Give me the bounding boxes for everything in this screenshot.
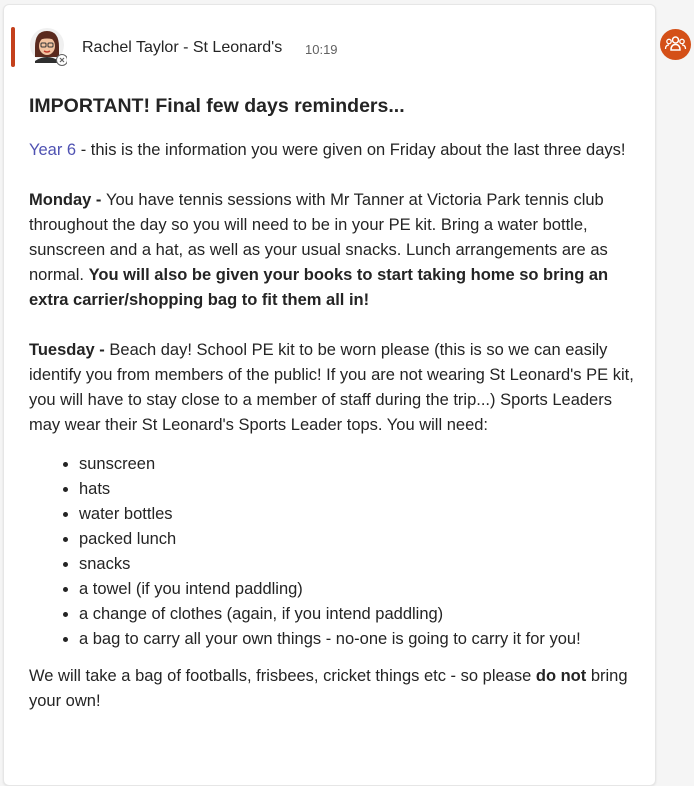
monday-paragraph xyxy=(29,188,647,313)
important-accent-bar xyxy=(11,27,15,67)
year6-mention-link[interactable]: Year 6 xyxy=(29,141,77,159)
list-item: • a change of clothes (again, if you intend paddling) xyxy=(79,602,647,627)
list-item: • sunscreen xyxy=(79,452,647,477)
list-item: • packed lunch xyxy=(79,527,647,552)
monday-label: Monday - xyxy=(29,191,106,209)
tuesday-text: Beach day! School PE kit to be worn please (this is so we can easily identify you from members of the public! If you are not wearing St Leonard's PE kit, you will have to stay close to a member of staff during the trip...) Sports Leaders may wear their St Leonard's Sports Leader tops. You will need: xyxy=(29,341,634,434)
list-item: • a towel (if you intend paddling) xyxy=(79,577,647,602)
items-list xyxy=(29,452,647,652)
monday-bold-text: You will also be given your books to start taking home so bring an extra carrier/shopping bag to fit them all in! xyxy=(29,266,609,309)
monday-text: You have tennis sessions with Mr Tanner at Victoria Park tennis club throughout the day so you will need to be in your PE kit. Bring a water bottle, sunscreen and a hat, as well as your usual snacks. Lunch arrangements are as normal. xyxy=(29,191,608,284)
message-card[interactable] xyxy=(3,4,656,786)
avatar[interactable] xyxy=(29,27,67,67)
people-icon xyxy=(660,29,691,60)
list-item: • a bag to carry all your own things - no-one is going to carry it for you! xyxy=(79,627,647,652)
avatar-icon xyxy=(29,27,67,67)
closing-bold: do not xyxy=(535,667,587,685)
sender-name[interactable]: Rachel Taylor - St Leonard's xyxy=(82,39,283,56)
message-time: 10:19 xyxy=(305,42,338,57)
list-item: • hats xyxy=(79,477,647,502)
app-icon-button[interactable] xyxy=(660,29,691,60)
closing-end: bring your own! xyxy=(29,667,628,710)
closing-text: We will take a bag of footballs, frisbees, cricket things etc - so please xyxy=(29,667,536,685)
list-item: • water bottles xyxy=(79,502,647,527)
message-body xyxy=(29,93,647,714)
closing-paragraph xyxy=(29,664,647,714)
message-title: IMPORTANT! Final few days reminders... xyxy=(29,95,405,117)
tuesday-label: Tuesday - xyxy=(29,341,110,359)
tuesday-paragraph xyxy=(29,338,647,438)
list-item: • snacks xyxy=(79,552,647,577)
intro-paragraph xyxy=(29,138,647,163)
intro-text: - this is the information you were given on Friday about the last three days! xyxy=(76,141,626,159)
